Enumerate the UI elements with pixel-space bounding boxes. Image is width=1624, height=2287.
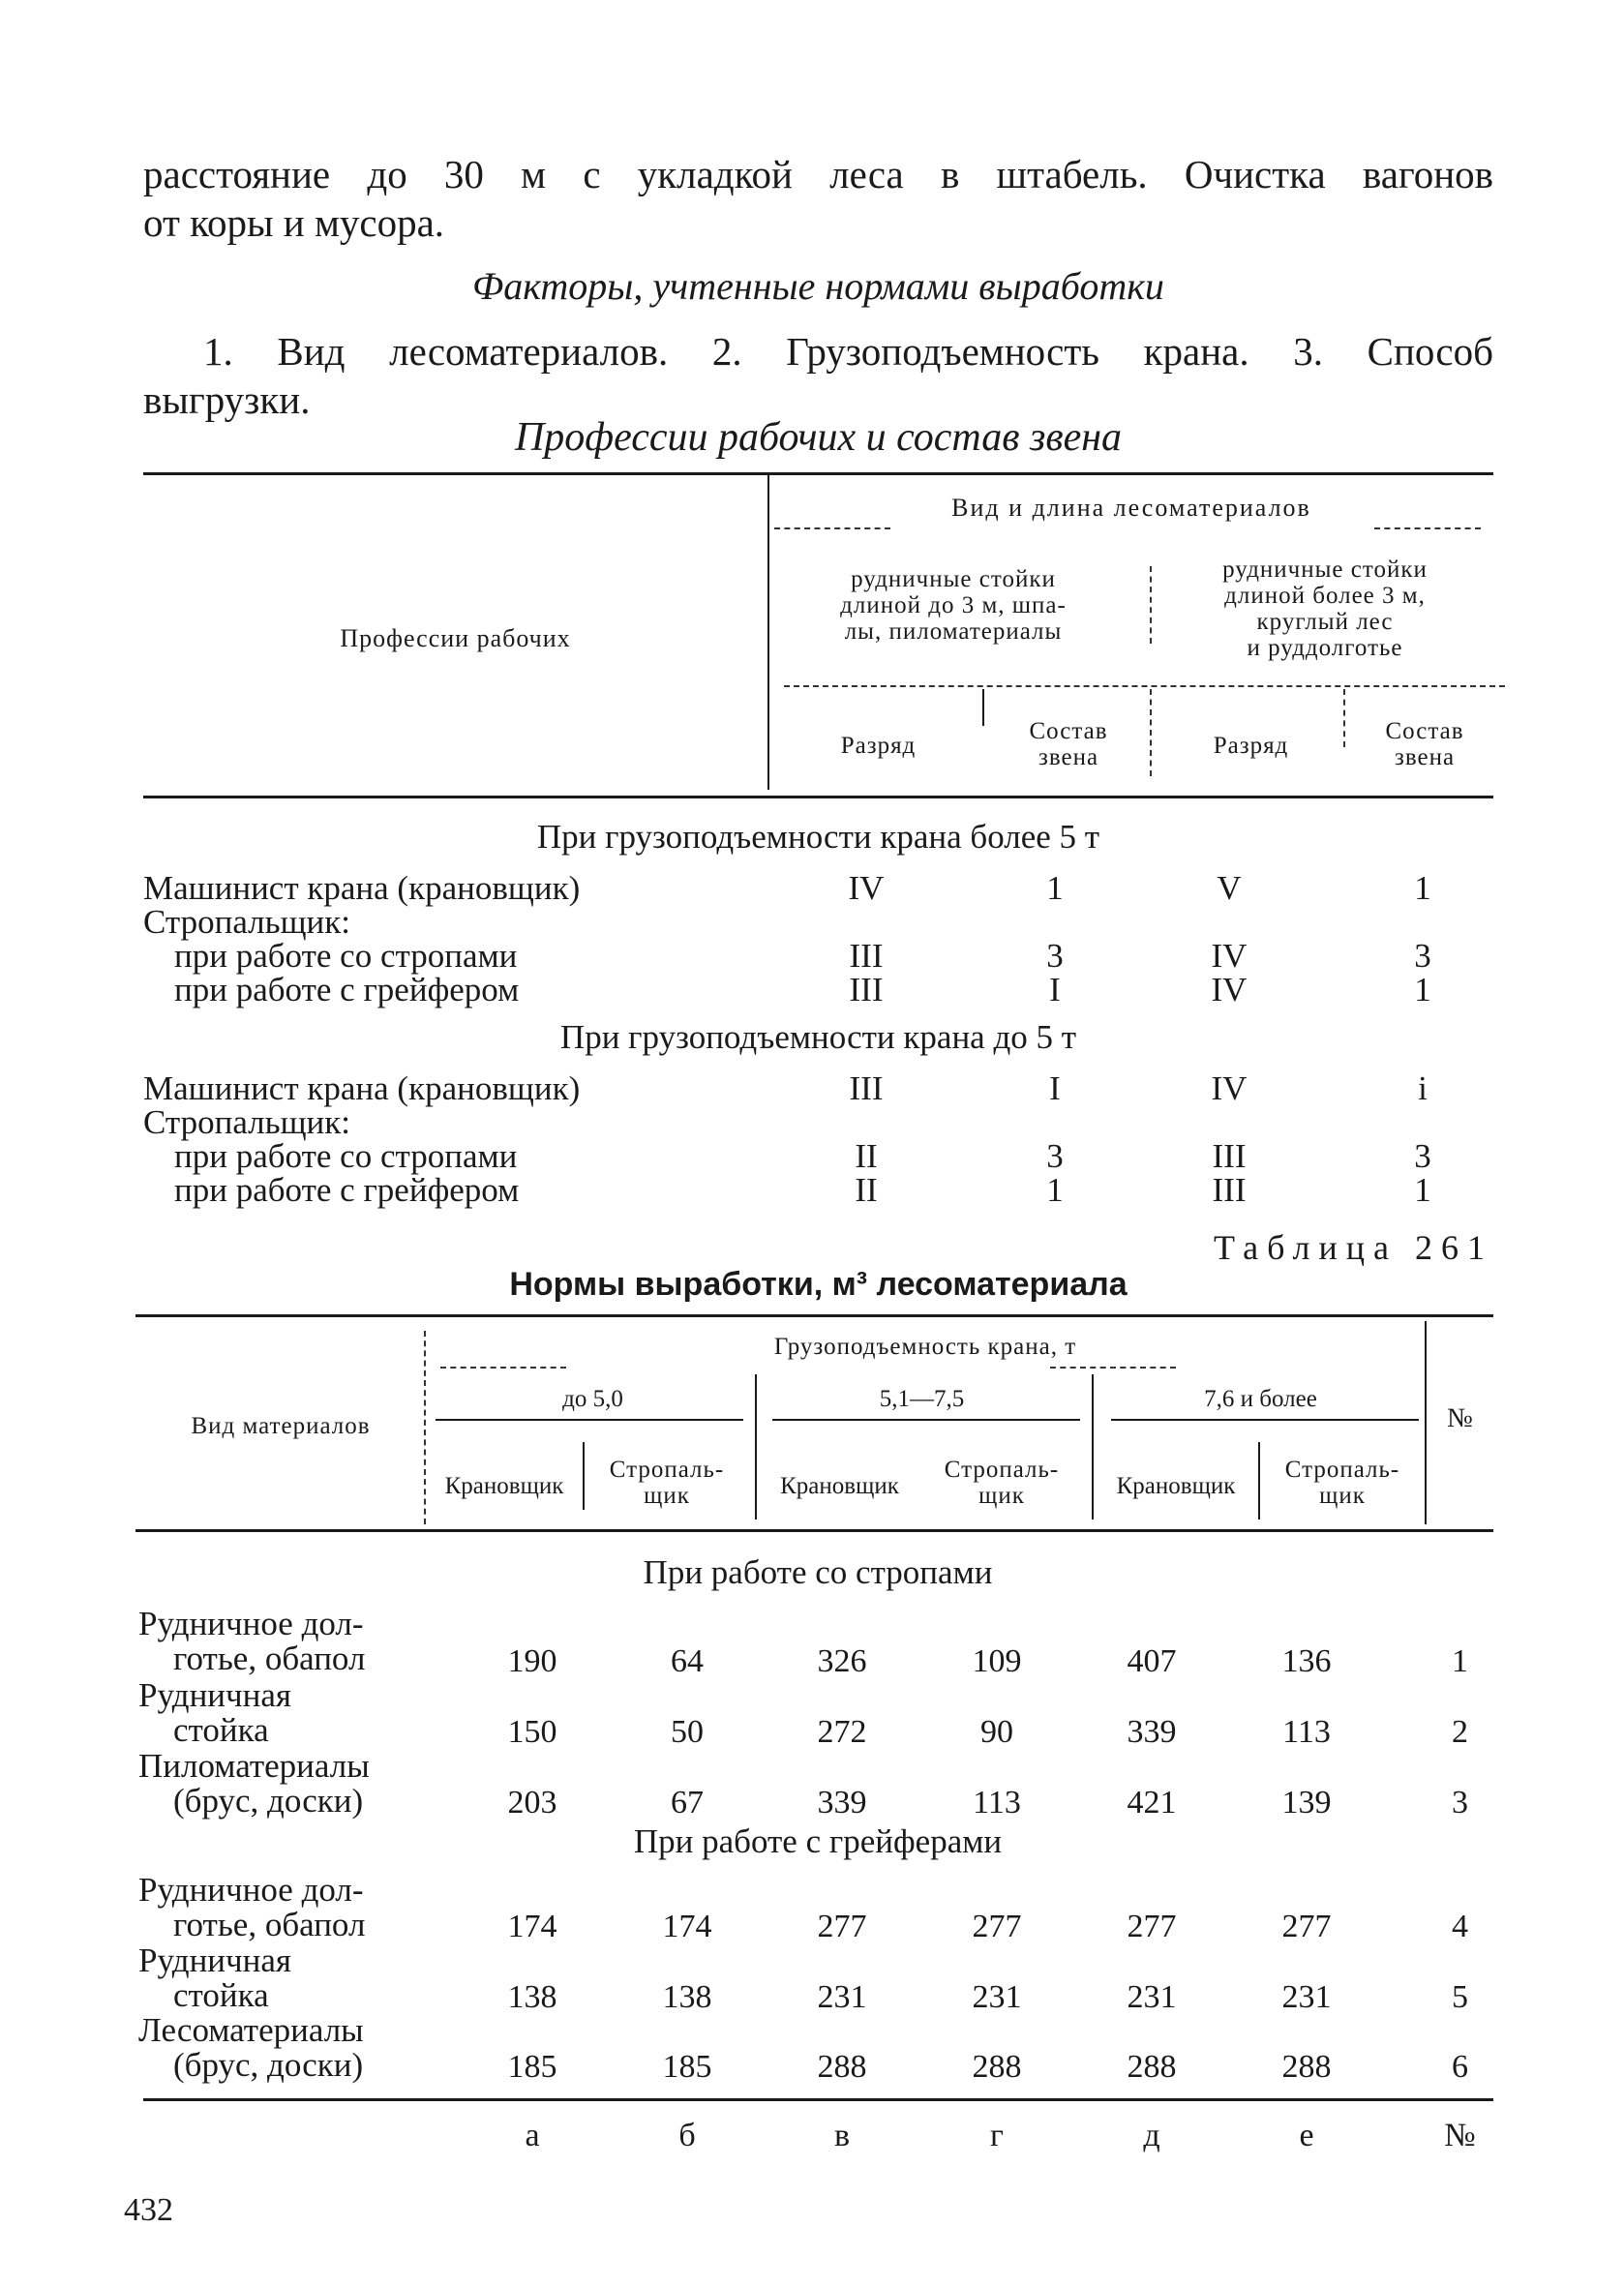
norms-r5-e: 231 <box>1281 1979 1332 2015</box>
norms-row-1-material <box>138 1607 365 1676</box>
crew-sub-divider-1 <box>982 689 984 726</box>
norms-r5-v: 231 <box>817 1979 867 2015</box>
crew-s1-slings-label: при работе со стропами <box>174 937 518 975</box>
crew-col-divider-1 <box>1150 566 1152 644</box>
crew-s2-operator-rank1: III <box>849 1069 884 1107</box>
norms-section-grabs: При работе с грейферами <box>633 1822 1003 1860</box>
norms-row-3-l1: Пиломатериалы <box>138 1747 370 1785</box>
norms-footer-v: в <box>833 2118 851 2153</box>
crew-rank-2: Разряд <box>1213 733 1289 759</box>
norms-r2-e: 113 <box>1282 1714 1331 1750</box>
norms-r2-v: 272 <box>817 1714 867 1750</box>
norms-r3-e: 139 <box>1281 1785 1332 1821</box>
norms-slinger-2 <box>919 1457 1084 1509</box>
norms-r2-no: 2 <box>1452 1714 1468 1750</box>
crew-s2-grab-rank1: II <box>855 1171 878 1209</box>
crew-s2-slings-crew1: 3 <box>1046 1137 1064 1175</box>
crew-composition-2-l2: звена <box>1394 744 1456 770</box>
norms-r5-b: 138 <box>662 1979 712 2015</box>
norms-r4-b: 174 <box>662 1909 712 1944</box>
norms-r6-v: 288 <box>817 2049 867 2085</box>
norms-r3-v: 339 <box>817 1785 867 1821</box>
crew-s2-slings-crew2: 3 <box>1414 1137 1431 1175</box>
norms-slinger-3-l2: щик <box>1319 1483 1366 1509</box>
crew-s1-grab-label: при работе с грейфером <box>174 971 520 1008</box>
crew-s2-grab-rank2: III <box>1212 1171 1247 1209</box>
norms-footer-b: б <box>678 2118 696 2153</box>
norms-header-capacity: Грузоподъемность крана, т <box>773 1334 1077 1360</box>
norms-top-rule <box>135 1314 1493 1317</box>
crew-top-rule <box>143 472 1493 475</box>
norms-header-no: № <box>1447 1403 1473 1433</box>
norms-r5-a: 138 <box>507 1979 557 2015</box>
crew-section-1: При грузоподъемности крана более 5 т <box>536 818 1100 856</box>
norms-group-1: до 5,0 <box>562 1386 623 1412</box>
norms-r5-no: 5 <box>1452 1979 1468 2015</box>
norms-row-1-l1: Рудничное дол- <box>138 1605 364 1642</box>
norms-group-1-rule <box>436 1419 743 1421</box>
crew-s2-slings-label: при работе со стропами <box>174 1137 518 1175</box>
crew-col2-line4: и руддолготье <box>1247 635 1403 661</box>
crew-s1-slings-crew2: 3 <box>1414 937 1431 975</box>
norms-r5-d: 231 <box>1127 1979 1177 2015</box>
crew-s1-slings-rank2: IV <box>1211 937 1248 975</box>
norms-group-2-rule <box>772 1419 1080 1421</box>
norms-r3-g: 113 <box>973 1785 1021 1821</box>
crew-s1-grab-rank1: III <box>849 971 884 1008</box>
norms-r6-a: 185 <box>507 2049 557 2085</box>
factors-line-2: выгрузки. <box>143 377 311 422</box>
crew-header-group: Вид и длина лесоматериалов <box>951 494 1311 522</box>
norms-header-material: Вид материалов <box>191 1413 371 1439</box>
norms-capacity-dash-right <box>1050 1367 1176 1369</box>
norms-row-6-l2: (брус, доски) <box>173 2046 364 2084</box>
norms-footer-e: е <box>1299 2118 1314 2153</box>
crew-s2-operator-crew2: i <box>1418 1069 1428 1107</box>
norms-r1-b: 64 <box>671 1643 704 1679</box>
norms-row-4-l2: готье, обапол <box>173 1906 366 1943</box>
crew-header-bottom-rule <box>143 796 1493 798</box>
crew-composition-1 <box>987 718 1150 770</box>
norms-row-2-l1: Рудничная <box>138 1676 291 1714</box>
crew-col1-line2: длиной до 3 м, шпа- <box>840 592 1067 618</box>
crew-s2-slings-rank1: II <box>855 1137 878 1175</box>
norms-r4-g: 277 <box>972 1909 1022 1944</box>
norms-r2-g: 90 <box>980 1714 1013 1750</box>
norms-r1-a: 190 <box>507 1643 557 1679</box>
crew-subheader-dash <box>784 685 1505 687</box>
crew-s1-slings-crew1: 3 <box>1046 937 1064 975</box>
norms-r1-v: 326 <box>817 1643 867 1679</box>
norms-group-3: 7,6 и более <box>1204 1386 1317 1412</box>
crew-col2-line1: рудничные стойки <box>1222 557 1428 583</box>
norms-slinger-1 <box>585 1457 749 1509</box>
crew-col1-header <box>769 566 1137 645</box>
norms-section-slings: При работе со стропами <box>643 1553 993 1591</box>
crew-composition-2-l1: Состав <box>1385 718 1464 744</box>
crew-s1-grab-rank2: IV <box>1211 971 1248 1008</box>
norms-r4-no: 4 <box>1452 1909 1468 1944</box>
intro-line-2: от коры и мусора. <box>143 200 445 245</box>
norms-r1-e: 136 <box>1281 1643 1332 1679</box>
norms-r4-d: 277 <box>1127 1909 1177 1944</box>
crew-composition-2 <box>1347 718 1502 770</box>
norms-r1-g: 109 <box>972 1643 1022 1679</box>
norms-capacity-dash-left <box>440 1367 566 1369</box>
norms-header-bottom-rule <box>135 1529 1493 1532</box>
crew-s1-grab-crew1: I <box>1049 971 1061 1008</box>
norms-row-6-material <box>138 2013 364 2083</box>
norms-operator-3: Крановщик <box>1116 1473 1236 1499</box>
norms-slinger-2-l1: Стропаль- <box>944 1457 1060 1483</box>
crew-s1-slings-rank1: III <box>849 937 884 975</box>
norms-footer-g: г <box>990 2118 1004 2153</box>
crew-composition-1-l2: звена <box>1038 744 1099 770</box>
norms-r2-a: 150 <box>507 1714 557 1750</box>
crew-s1-operator-crew2: 1 <box>1414 869 1431 907</box>
crew-rank-1: Разряд <box>840 733 917 759</box>
norms-row-3-material <box>138 1749 370 1819</box>
factors-line-1: 1. Вид лесоматериалов. 2. Грузоподъемность крана. 3. Способ <box>203 329 1493 374</box>
norms-row-1-l2: готье, обапол <box>173 1640 366 1677</box>
crew-s2-operator-rank2: IV <box>1211 1069 1248 1107</box>
crew-s2-grab-crew1: 1 <box>1046 1171 1064 1209</box>
page-number: 432 <box>124 2192 173 2228</box>
norms-r1-d: 407 <box>1127 1643 1177 1679</box>
norms-row-5-l2: стойка <box>173 1976 269 2014</box>
norms-r3-d: 421 <box>1127 1785 1177 1821</box>
norms-row-4-material <box>138 1873 365 1942</box>
norms-r2-d: 339 <box>1127 1714 1177 1750</box>
crew-composition-1-l1: Состав <box>1029 718 1108 744</box>
crew-s2-slings-rank2: III <box>1212 1137 1247 1175</box>
crew-s1-operator-rank1: IV <box>848 869 885 907</box>
crew-sub-divider-2 <box>1150 689 1152 776</box>
norms-operator-1: Крановщик <box>444 1473 564 1499</box>
crew-s2-operator-crew1: I <box>1049 1069 1061 1107</box>
norms-r1-no: 1 <box>1452 1643 1468 1679</box>
norms-group-3-rule <box>1111 1419 1419 1421</box>
norms-r6-no: 6 <box>1452 2049 1468 2085</box>
norms-group-2: 5,1—7,5 <box>879 1386 965 1412</box>
norms-slinger-1-l1: Стропаль- <box>609 1457 725 1483</box>
crew-s2-grab-label: при работе с грейфером <box>174 1171 520 1209</box>
crew-col2-header <box>1157 557 1493 661</box>
crew-s1-slinger-label: Стропальщик: <box>143 903 351 941</box>
norms-r3-a: 203 <box>507 1785 557 1821</box>
factors-heading: Факторы, учтенные нормами выработки <box>472 264 1164 308</box>
crew-col2-line2: длиной более 3 м, <box>1224 583 1426 609</box>
norms-row-2-material <box>138 1678 291 1748</box>
norms-row-5-l1: Рудничная <box>138 1941 291 1979</box>
table-label: Таблица 261 <box>1214 1228 1493 1267</box>
norms-r4-e: 277 <box>1281 1909 1332 1944</box>
norms-operator-2: Крановщик <box>780 1473 899 1499</box>
norms-r6-b: 185 <box>662 2049 712 2085</box>
crew-s1-grab-crew2: 1 <box>1414 971 1431 1008</box>
norms-row-5-material <box>138 1943 291 2013</box>
crew-section-2: При грузоподъемности крана до 5 т <box>559 1018 1077 1056</box>
norms-r2-b: 50 <box>671 1714 704 1750</box>
crew-s1-operator-label: Машинист крана (крановщик) <box>143 869 581 907</box>
norms-footer-d: д <box>1143 2118 1160 2153</box>
norms-r3-b: 67 <box>671 1785 704 1821</box>
norms-divider-g1 <box>755 1374 757 1520</box>
crew-s2-grab-crew2: 1 <box>1414 1171 1431 1209</box>
crew-col2-line3: круглый лес <box>1256 609 1394 635</box>
norms-r5-g: 231 <box>972 1979 1022 2015</box>
crew-s1-operator-rank2: V <box>1217 869 1242 907</box>
norms-title: Нормы выработки, м³ лесоматериала <box>509 1266 1128 1303</box>
norms-footer-no: № <box>1444 2118 1476 2153</box>
crew-group-dash-left <box>774 527 890 529</box>
norms-r6-e: 288 <box>1281 2049 1332 2085</box>
norms-r6-g: 288 <box>972 2049 1022 2085</box>
norms-row-6-l1: Лесоматериалы <box>138 2011 364 2049</box>
norms-row-4-l1: Рудничное дол- <box>138 1871 364 1909</box>
crew-s2-operator-label: Машинист крана (крановщик) <box>143 1069 581 1107</box>
intro-line-1: расстояние до 30 м с укладкой леса в штабель. Очистка вагонов <box>143 152 1493 196</box>
norms-bottom-rule <box>143 2098 1493 2101</box>
crew-col1-line1: рудничные стойки <box>851 566 1056 592</box>
norms-r4-v: 277 <box>817 1909 867 1944</box>
crew-header-professions: Профессии рабочих <box>340 624 571 652</box>
norms-slinger-1-l2: щик <box>644 1483 690 1509</box>
crew-s2-slinger-label: Стропальщик: <box>143 1103 351 1141</box>
norms-row-3-l2: (брус, доски) <box>173 1782 364 1820</box>
norms-r3-no: 3 <box>1452 1785 1468 1821</box>
crew-s1-operator-crew1: 1 <box>1046 869 1064 907</box>
norms-slinger-3-l1: Стропаль- <box>1284 1457 1400 1483</box>
norms-slinger-2-l2: щик <box>978 1483 1025 1509</box>
norms-footer-a: а <box>525 2118 540 2153</box>
crew-col1-line3: лы, пиломатериалы <box>844 618 1063 645</box>
norms-r4-a: 174 <box>507 1909 557 1944</box>
norms-row-2-l2: стойка <box>173 1711 269 1749</box>
norms-r6-d: 288 <box>1127 2049 1177 2085</box>
crew-heading: Профессии рабочих и состав звена <box>514 415 1123 460</box>
norms-slinger-3 <box>1260 1457 1425 1509</box>
crew-group-dash-right <box>1374 527 1481 529</box>
